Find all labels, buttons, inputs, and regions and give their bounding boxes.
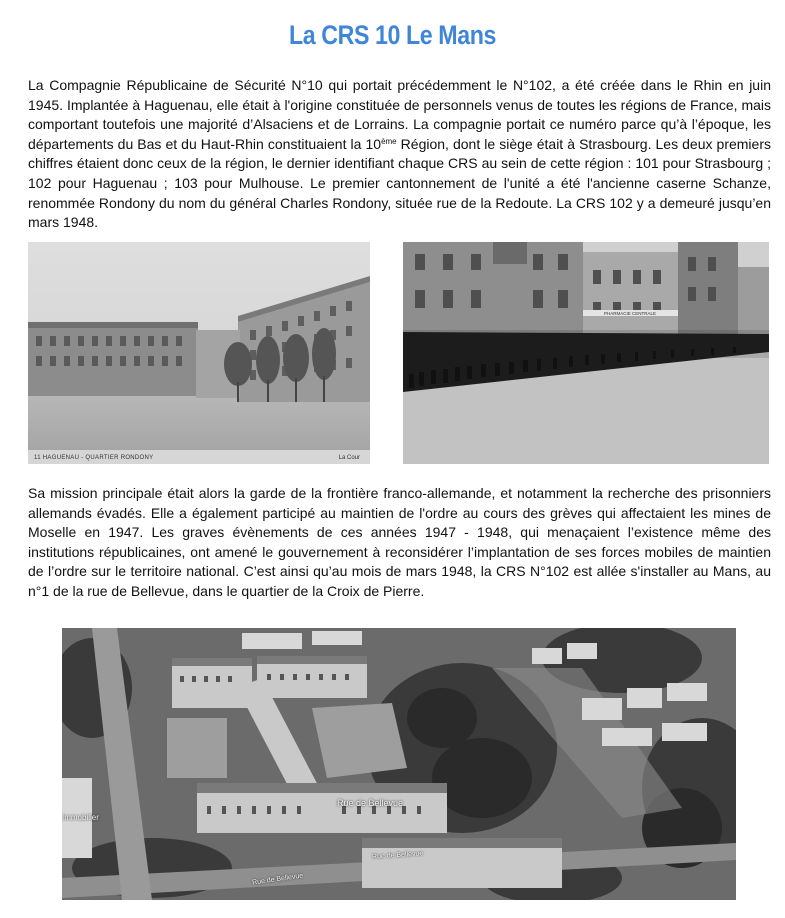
pharmacy-sign: PHARMACIE CENTRALE (603, 311, 657, 316)
aerial-shop-label: Immobilier (62, 813, 99, 822)
parade-illustration (403, 242, 769, 464)
aerial-street-label-3: Rue de Bellevue (251, 872, 304, 887)
aerial-illustration (62, 628, 736, 900)
mission-paragraph: Sa mission principale était alors la garde de la frontière franco-allemande, et notamment la recherche des prisonniers allemands évadés. Elle a également participé au maintien de l'ordre au cours des grèves qui affectaient les mines de Moselle en 1947. Les graves évènements de ces années 1947 - 1948, qui menaçaient l’existence même des institutions républicaines, ont amené le gouvernement à reconsidérer l’implantation de ses forces mobiles de maintien de l’ordre sur le territoire national. C’est ainsi qu’au mois de mars 1948, la CRS N°102 est allée s'installer au Mans, au n°1 de la rue de Bellevue, dans le quartier de la Croix de Pierre. (28, 485, 771, 599)
intro-superscript: ème (381, 136, 397, 146)
intro-text-a: La Compagnie Républicaine de Sécurité N°10 qui portait précédemment le N°102, a été créée dans le Rhin en juin 1945. Implantée à Haguenau, elle était à l'origine constituée de personnels venus de toutes les régions de France, mais comportant toutefois une majorité d’Alsaciens et de Lorrains. La compagnie portait ce numéro parce qu’à l’époque, les départements du Bas et du Haut-Rhin constituaient la 10 (28, 77, 771, 152)
courtyard-illustration (28, 242, 370, 464)
photo-left-caption: 11 HAGUENAU - QUARTIER RONDONY (34, 455, 154, 461)
page-title: La CRS 10 Le Mans (289, 20, 496, 50)
photo-haguenau-courtyard (28, 242, 370, 464)
intro-paragraph (28, 76, 771, 233)
aerial-street-label-2: Rue de Bellevue (371, 850, 424, 861)
photo-troops-parade (403, 242, 769, 464)
photo-aerial-view (62, 628, 736, 900)
photo-left-caption-right: La Cour (338, 455, 360, 461)
aerial-street-label-1: Rue de Bellevue (337, 798, 404, 808)
intro-text-b: Région, dont le siège était à Strasbourg. Les deux premiers chiffres étaient donc ceux de la région, le dernier identifiant chaque CRS au sein de cette région : 101 pour Strasbourg ; 102 pour Haguenau ; 103 pour Mulhouse. Le premier cantonnement de l'unité a été l'ancienne caserne Schanze, renommée Rondony du nom du général Charles Rondony, située rue de la Redoute. La CRS 102 y a demeuré jusqu’en mars 1948. (28, 135, 771, 231)
